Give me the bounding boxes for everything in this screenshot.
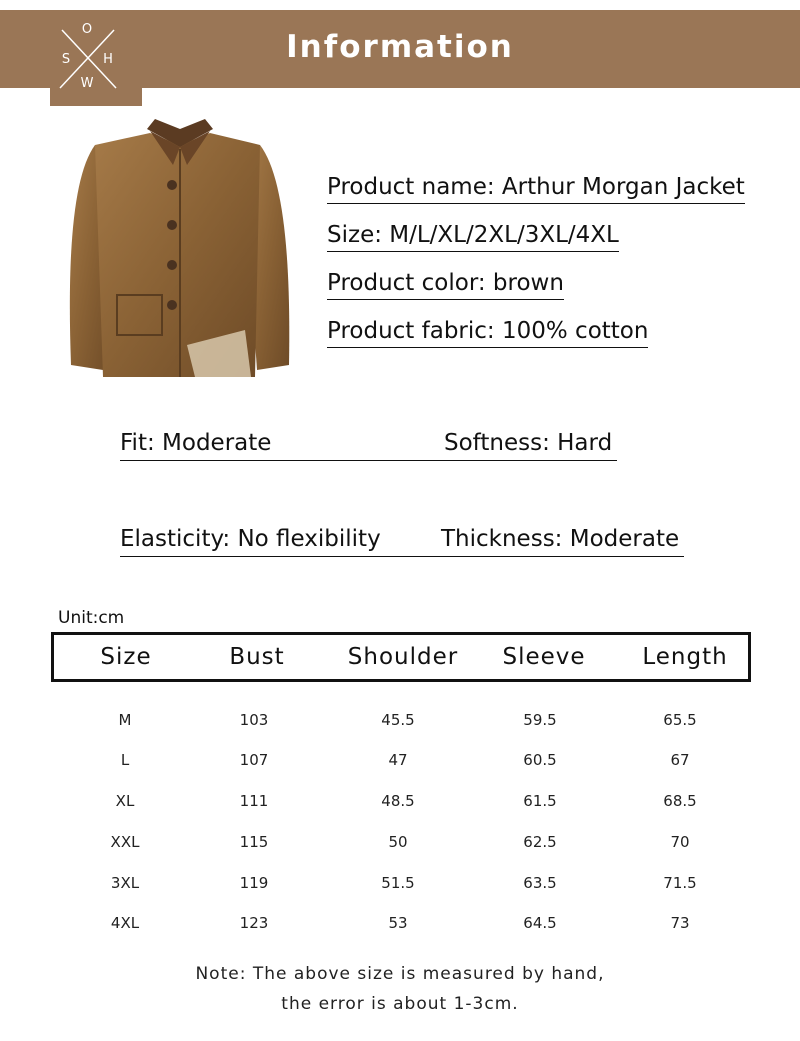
cell-sleeve: 61.5 [523, 792, 557, 810]
cell-size: 4XL [110, 914, 140, 932]
cell-size: 3XL [110, 874, 140, 892]
logo-letter-top: O [81, 22, 93, 37]
product-image [55, 115, 305, 385]
cell-size: L [120, 751, 130, 769]
attribute-softness: Softness: Hard [444, 430, 613, 456]
cell-shoulder: 45.5 [381, 711, 415, 729]
column-header-length: Length [642, 644, 728, 670]
cell-sleeve: 63.5 [523, 874, 557, 892]
cell-shoulder: 53 [388, 914, 408, 932]
cell-length: 68.5 [663, 792, 697, 810]
cell-length: 65.5 [663, 711, 697, 729]
column-header-sleeve: Sleeve [502, 644, 586, 670]
attribute-row-fit-softness [120, 428, 617, 461]
column-header-size: Size [100, 644, 152, 670]
column-header-bust: Bust [229, 644, 285, 670]
cell-length: 70 [670, 833, 690, 851]
note-line-2: the error is about 1-3cm. [281, 994, 519, 1014]
table-row [0, 903, 800, 943]
cell-size: M [118, 711, 132, 729]
logo-letter-right: H [103, 52, 113, 67]
product-fabric: Product fabric: 100% cotton [327, 316, 648, 348]
page-title: Information [286, 29, 514, 65]
size-table-header [51, 632, 751, 682]
table-row [0, 863, 800, 903]
table-row [0, 781, 800, 821]
cell-bust: 123 [239, 914, 269, 932]
table-row [0, 740, 800, 780]
logo-letter-bottom: W [80, 76, 94, 91]
cell-shoulder: 47 [388, 751, 408, 769]
attribute-row-elasticity-thickness [120, 524, 684, 557]
unit-label: Unit:cm [58, 608, 125, 628]
cell-sleeve: 59.5 [523, 711, 557, 729]
cell-bust: 107 [239, 751, 269, 769]
cell-length: 71.5 [663, 874, 697, 892]
cell-shoulder: 50 [388, 833, 408, 851]
logo-letter-left: S [61, 52, 71, 67]
cell-sleeve: 62.5 [523, 833, 557, 851]
cell-size: XXL [110, 833, 140, 851]
table-row [0, 700, 800, 740]
cell-size: XL [115, 792, 135, 810]
cell-bust: 111 [239, 792, 269, 810]
cell-sleeve: 64.5 [523, 914, 557, 932]
table-row [0, 822, 800, 862]
product-name: Product name: Arthur Morgan Jacket [327, 172, 745, 204]
attribute-elasticity: Elasticity: No flexibility [120, 526, 381, 552]
column-header-shoulder: Shoulder [347, 644, 459, 670]
cell-shoulder: 48.5 [381, 792, 415, 810]
product-size: Size: M/L/XL/2XL/3XL/4XL [327, 220, 619, 252]
note-line-1: Note: The above size is measured by hand, [195, 964, 605, 984]
cell-shoulder: 51.5 [381, 874, 415, 892]
cell-length: 73 [670, 914, 690, 932]
attribute-thickness: Thickness: Moderate [441, 526, 680, 552]
cell-bust: 115 [239, 833, 269, 851]
cell-sleeve: 60.5 [523, 751, 557, 769]
product-color: Product color: brown [327, 268, 564, 300]
cell-bust: 119 [239, 874, 269, 892]
jacket-icon [55, 115, 305, 385]
cell-bust: 103 [239, 711, 269, 729]
attribute-fit: Fit: Moderate [120, 430, 272, 456]
cell-length: 67 [670, 751, 690, 769]
